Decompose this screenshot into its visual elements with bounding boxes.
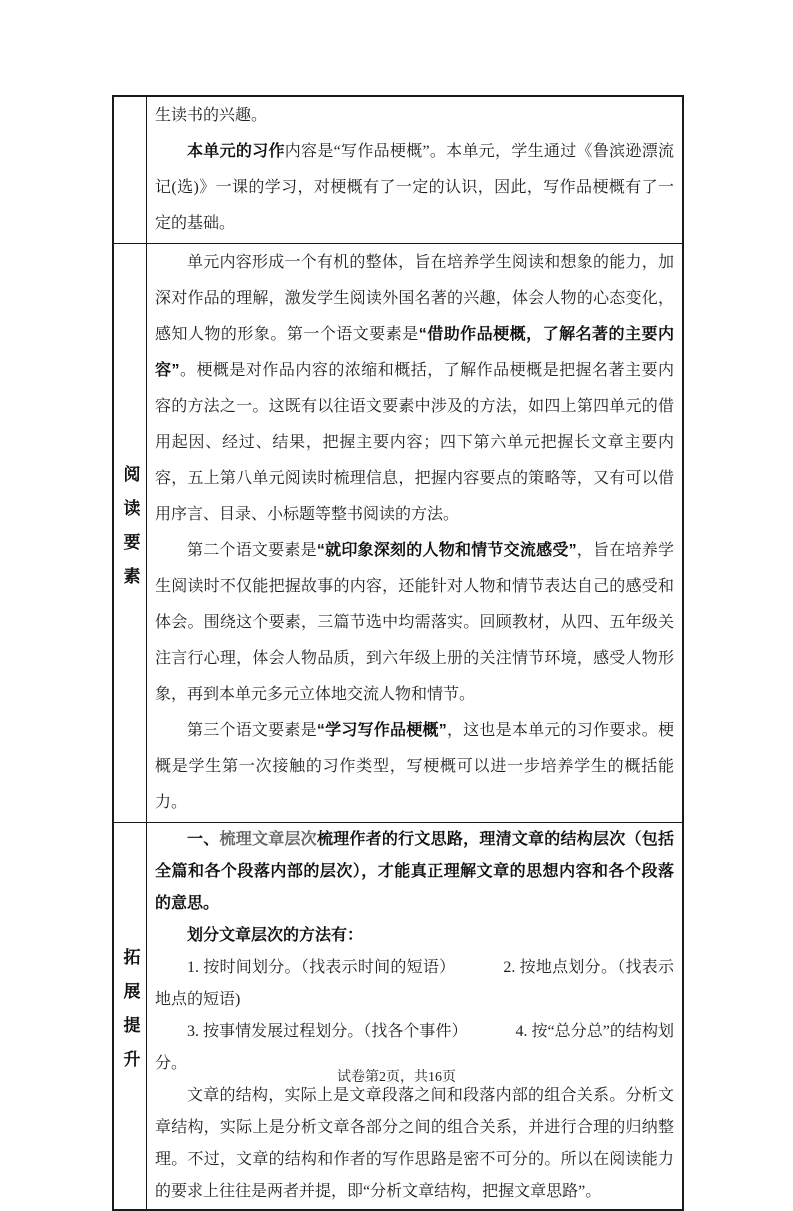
text-segment-grey: 梳理文章层次 (219, 831, 317, 848)
text-segment-bold: “就印象深刻的人物和情节交流感受” (316, 542, 577, 559)
text-segment: 4. 按“总分总”的结构划分。 (155, 1023, 674, 1072)
text-segment-bold: 一、 (187, 831, 220, 848)
table-row (114, 243, 682, 822)
paragraph (155, 713, 674, 821)
paragraph (155, 134, 674, 242)
paragraph (155, 952, 674, 1016)
text-segment: 单元内容形成一个有机的整体，旨在培养学生阅读和想象的能力，加深对作品的理解，激发学生阅读外国名著的兴趣，体会人物的心态变化，感知人物的形象。第一个语文要素是 (155, 254, 674, 343)
row-content (147, 823, 682, 1209)
text-segment: ，这也是本单元的习作要求。梗概是学生第一次接触的习作类型，写梗概可以进一步培养学生的概括能力。 (155, 722, 674, 811)
text-segment: 1. 按时间划分。（找表示时间的短语） (187, 959, 456, 976)
text-segment: 。梗概是对作品内容的浓缩和概括，了解作品梗概是把握名著主要内容的方法之一。这既有以往语文要素中涉及的方法，如四上第四单元的借用起因、经过、结果，把握主要内容；四下第六单元把握长文章主要内容，五上第八单元阅读时梳理信息，把握内容要点的策略等，又有可以借用序言、目录、小标题等整书阅读的方法。 (155, 362, 674, 523)
row-label-expansion (114, 823, 147, 1209)
table-row (114, 822, 682, 1209)
document-table (112, 95, 684, 1211)
row-content (147, 244, 682, 822)
text-segment: ，旨在培养学生阅读时不仅能把握故事的内容，还能针对人物和情节表达自己的感受和体会。围绕这个要素，三篇节选中均需落实。回顾教材，从四、五年级关注言行心理，体会人物品质，到六年级上册的关注情节环境，感受人物形象，再到本单元多元立体地交流人物和情节。 (155, 542, 674, 703)
paragraph (155, 1080, 674, 1208)
paragraph (155, 98, 674, 134)
text-segment: 内容是“写作品梗概”。本单元，学生通过《鲁滨逊漂流记(选)》一课的学习，对梗概有了一定的认识，因此，写作品梗概有了一定的基础。 (155, 143, 674, 232)
text-segment: 第三个语文要素是 (187, 722, 317, 739)
row-label-text: 拓展提升 (120, 948, 140, 1084)
row-content (147, 97, 682, 243)
text-segment-bold: 梳理作者的行文思路，理清文章的结构层次（包括全篇和各个段落内部的层次），才能真正理解文章的思想内容和各个段落的意思。 (155, 831, 674, 912)
paragraph (155, 533, 674, 713)
page-footer: 试卷第2页，共16页 (337, 1070, 456, 1085)
text-segment-bold: “借助作品梗概，了解名著的主要内容” (155, 326, 674, 379)
paragraph (155, 824, 674, 920)
text-segment-bold: 划分文章层次的方法有： (187, 927, 364, 944)
text-segment: 生读书的兴趣。 (155, 107, 268, 124)
text-segment: 2. 按地点划分。（找表示地点的短语) (155, 959, 674, 1008)
text-segment: 第二个语文要素是 (187, 542, 317, 559)
text-segment: 文章的结构，实际上是文章段落之间和段落内部的组合关系。分析文章结构，实际上是分析文章各部分之间的组合关系，并进行合理的归纳整理。不过，文章的结构和作者的写作思路是密不可分的。所以在阅读能力的要求上往往是两者并提，即“分析文章结构，把握文章思路”。 (155, 1087, 674, 1200)
row-label-reading-elements (114, 244, 147, 822)
text-segment: 3. 按事情发展过程划分。（找各个事件） (187, 1023, 468, 1040)
text-segment-bold: “学习写作品梗概” (316, 722, 447, 739)
table-row (114, 97, 682, 243)
paragraph (155, 920, 674, 952)
paragraph (155, 245, 674, 533)
row-label-empty (114, 97, 147, 243)
text-segment-bold: 本单元的习作 (187, 143, 285, 160)
row-label-text: 阅读要素 (120, 465, 140, 601)
